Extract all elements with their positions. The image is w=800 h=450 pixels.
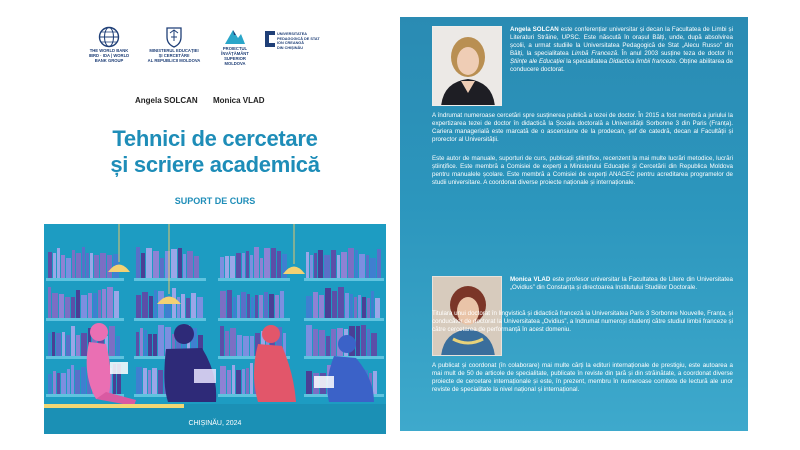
book-spine: [246, 251, 249, 278]
book-spine: [230, 328, 236, 356]
book-spine: [233, 297, 236, 318]
book-spine: [144, 330, 147, 356]
shelf-board: [218, 278, 290, 281]
book-spine: [187, 251, 193, 278]
book-spine: [94, 255, 99, 278]
book-spine: [102, 289, 106, 318]
book-spine: [66, 258, 71, 278]
book-spine: [141, 253, 145, 278]
book-spine: [259, 295, 263, 318]
bio-angela-name: Angela SOLCAN: [510, 26, 559, 33]
world-bank-logo: [88, 26, 130, 74]
book-spine: [247, 294, 250, 318]
book-spine: [324, 255, 330, 278]
book-spine: [306, 252, 309, 278]
book-spine: [325, 288, 331, 318]
upsc-logo: [264, 26, 326, 74]
book-subtitle: SUPORT DE CURS: [174, 196, 256, 206]
book-spine: [152, 368, 157, 394]
book-spine: [76, 335, 80, 356]
book-spine: [319, 330, 325, 356]
book-spine: [90, 253, 93, 278]
book-spine: [71, 326, 75, 356]
author-names: [40, 96, 390, 110]
coat-of-arms-icon: [164, 26, 184, 48]
bio-monica-publications: A publicat și coordonat (în colaborare) mai multe cărți la edituri internaționale de prestigiu, este autoarea a mai mult de 50 de articole de specialitate, publicate în reviste din țară și din străinătate, a coordonat diverse proiecte de cercetare internaționale și este, în prezent, membru în numeroase comitete de lectură ale unor reviste de specialitate la nivel național și internațional.: [432, 362, 733, 394]
book-spine: [242, 253, 245, 278]
portrait-icon: [433, 27, 502, 106]
library-illustration: [44, 224, 386, 434]
book-spine: [143, 368, 147, 394]
book-spine: [71, 297, 75, 318]
book-spine: [178, 248, 182, 278]
book-spine: [76, 253, 81, 278]
author-photo-angela-solcan: [432, 26, 502, 106]
book-spine: [237, 295, 240, 318]
book-spine: [326, 336, 330, 356]
book-spine: [107, 287, 113, 318]
book-spine: [367, 298, 370, 318]
upsc-emblem-icon: [264, 30, 276, 48]
book-spine: [67, 369, 70, 394]
book-spine: [149, 296, 153, 318]
shelf-board: [46, 318, 124, 321]
book-spine: [183, 254, 186, 278]
book-spine: [88, 293, 92, 318]
book-spine: [142, 292, 148, 318]
book-spine: [86, 253, 89, 278]
book-spine: [107, 255, 112, 278]
book-spine: [318, 250, 323, 278]
book-spine: [191, 293, 196, 318]
book-spine: [260, 258, 263, 278]
book-spine: [48, 287, 51, 318]
book-spine: [52, 293, 58, 318]
bio-angela-career: A îndrumat numeroase cercetări spre susținerea publică a tezei de doctor. În 2015 a fost membră a juriului la expertizarea tezei de doctor în didactică la Școala doctorală a Universității Sorbonne 3 din Paris (Franța). Cariera managerială este marcată de o ascensiune de la prodecan, șef de catedră, decan al Facultății și prorector al Universității.: [432, 112, 733, 144]
book-spine: [186, 298, 190, 318]
logo-row: [40, 26, 390, 74]
globe-icon: [98, 26, 120, 48]
shelf-board: [46, 278, 124, 281]
book-spine: [250, 336, 254, 356]
book-spine: [62, 332, 65, 356]
book-spine: [100, 253, 106, 278]
book-spine: [98, 290, 101, 318]
book-spine: [313, 292, 318, 318]
ise-logo: [218, 26, 252, 74]
book-spine: [246, 368, 249, 394]
book-spine: [377, 249, 381, 278]
book-spine: [81, 295, 87, 318]
book-spine: [225, 331, 229, 356]
book-spine: [114, 291, 119, 318]
ministry-caption: MINISTERUL EDUCAȚIEI ȘI CERCETĂRII AL REPUBLICII MOLDOVA: [147, 48, 201, 63]
book-spine: [243, 336, 249, 356]
shelf-board: [134, 278, 206, 281]
author-2: Monica VLAD: [213, 96, 265, 105]
book-spine: [109, 326, 115, 356]
book-spine: [370, 258, 376, 278]
book-spine: [250, 255, 253, 278]
book-spine: [181, 294, 185, 318]
bio-angela-publications: Este autor de manuale, suporturi de curs, publicații științifice, recenzent la mai multe lucrări metodice, lucrări științifice. Este membră a Comisiei de experți a Ministerului Educației și Cercetării din Republica Moldova pentru manualele școlare. Este membră a Comisiei de experți ANACEC pentru acreditarea programelor de studii universitare. A coordonat diverse proiecte naționale și internaționale.: [432, 155, 733, 187]
book-spine: [93, 293, 97, 318]
book-spine: [337, 255, 340, 278]
book-spine: [81, 367, 86, 394]
book-spine: [341, 252, 347, 278]
book-spine: [319, 295, 324, 318]
book-spine: [48, 252, 52, 278]
book-spine: [277, 251, 281, 278]
book-spine: [61, 255, 65, 278]
book-spine: [361, 325, 366, 356]
floor-rug: [44, 404, 184, 408]
book-spine: [227, 290, 232, 318]
book-spine: [275, 295, 279, 318]
bio-monica-name: Monica VLAD: [510, 276, 551, 283]
book-spine: [220, 257, 224, 278]
book-spine: [82, 247, 85, 278]
book-spine: [160, 258, 164, 278]
book-spine: [154, 290, 157, 318]
book-spine: [331, 329, 336, 356]
book-spine: [371, 291, 374, 318]
shelf-board: [218, 318, 290, 321]
bio-monica-intro: Monica VLAD este profesor universitar la Facultatea de Litere din Universitatea „Ovidius” din Constanța și directoarea Institutului Studiilor Doctorale.: [510, 276, 733, 292]
book-spine: [314, 253, 317, 278]
book-spine: [362, 297, 366, 318]
book-title: [40, 126, 390, 178]
book-spine: [242, 369, 245, 394]
book-spine: [177, 297, 180, 318]
shelf-board: [134, 318, 206, 321]
book-spine: [52, 332, 55, 356]
book-spine: [269, 294, 274, 318]
book-spine: [306, 371, 312, 394]
book-spine: [116, 336, 120, 356]
book-spine: [375, 298, 380, 318]
book-spine: [237, 335, 242, 356]
book-spine: [232, 365, 235, 394]
book-spine: [251, 297, 254, 318]
book-spine: [264, 292, 268, 318]
ministry-logo: [144, 26, 204, 74]
book-spine: [250, 363, 253, 394]
book-spine: [65, 297, 70, 318]
book-spine: [241, 292, 246, 318]
library-scene: [44, 224, 386, 434]
ise-caption: PROIECTUL ÎNVĂȚĂMÂNT SUPERIOR MOLDOVA: [221, 46, 249, 66]
book-spine: [140, 328, 143, 356]
bio-angela-intro: Angela SOLCAN este conferențiar universitar și decan la Facultatea de Limbi și Literaturi Străine, UPSC. Este născută în orașul Bălți, unde, după absolvirea școlii, a urmat studiile la Universitatea Pedagogică de Stat „Alecu Russo” din Bălți, la specialitatea Limbă Franceză. În anul 2003 susține teza de doctor în Științe ale Educației la specialitatea Didactica limbii franceze. Obține abilitarea de conducere doctorat.: [510, 26, 733, 74]
book-spine: [171, 249, 177, 278]
book-spine: [61, 373, 66, 394]
publication-place-year: CHIȘINĂU, 2024: [188, 420, 242, 427]
book-spine: [56, 333, 61, 356]
book-spine: [331, 250, 336, 278]
shelf-board: [304, 318, 384, 321]
book-spine: [359, 254, 365, 278]
book-spine: [197, 297, 203, 318]
book-spine: [53, 253, 56, 278]
author-1: Angela SOLCAN: [135, 96, 198, 105]
book-spine: [220, 326, 224, 356]
book-spine: [313, 329, 318, 356]
book-spine: [136, 367, 142, 394]
book-spine: [367, 329, 370, 356]
book-spine: [227, 370, 231, 394]
shelf-board: [46, 356, 124, 359]
book-spine: [354, 297, 357, 318]
back-cover: [400, 17, 748, 431]
book-spine: [57, 248, 60, 278]
book-spine: [153, 251, 159, 278]
book-spine: [236, 370, 241, 394]
book-spine: [158, 370, 163, 394]
world-bank-caption: THE WORLD BANK IBRD · IDA | WORLD BANK GROUP: [88, 48, 130, 63]
book-spine: [148, 334, 152, 356]
book-spine: [194, 256, 199, 278]
book-spine: [71, 365, 74, 394]
coral-reader-figure: [254, 325, 296, 402]
upsc-caption: UNIVERSITATEA PEDAGOGICĂ DE STAT ION CREANGĂ DIN CHIȘINĂU: [277, 32, 320, 50]
book-spine: [373, 371, 377, 394]
book-spine: [136, 332, 139, 356]
book-spine: [271, 248, 276, 278]
book-spine: [153, 334, 157, 356]
book-spine: [148, 370, 151, 394]
book-spine: [332, 291, 337, 318]
book-spine: [76, 290, 80, 318]
book-spine: [48, 333, 51, 356]
book-spine: [356, 326, 360, 356]
book-spine: [81, 333, 87, 356]
book-spine: [158, 291, 164, 318]
book-spine: [306, 296, 312, 318]
book-spine: [48, 374, 52, 394]
book-spine: [53, 371, 56, 394]
book-spine: [306, 325, 312, 356]
book-spine: [225, 256, 229, 278]
book-spine: [220, 366, 226, 394]
book-spine: [366, 255, 369, 278]
book-spine: [158, 325, 164, 356]
book-spine: [146, 248, 152, 278]
book-spine: [220, 291, 226, 318]
book-spine: [350, 294, 353, 318]
book-spine: [264, 248, 270, 278]
book-spine: [230, 256, 235, 278]
shelf-board: [304, 278, 384, 281]
book-spine: [136, 247, 140, 278]
book-spine: [280, 291, 284, 318]
book-spine: [348, 248, 354, 278]
title-line-2: și scriere academică: [110, 152, 320, 177]
book-spine: [72, 250, 75, 278]
book-spine: [255, 295, 258, 318]
mountain-icon: [224, 26, 246, 46]
book-spine: [345, 293, 349, 318]
book-spine: [338, 287, 344, 318]
front-cover: [40, 14, 390, 434]
book-spine: [59, 294, 64, 318]
book-spine: [136, 295, 141, 318]
book-spine: [371, 333, 377, 356]
title-line-1: Tehnici de cercetare: [112, 126, 318, 151]
book-spine: [236, 253, 241, 278]
book-spine: [355, 250, 358, 278]
book-spine: [358, 295, 361, 318]
book-spine: [282, 254, 287, 278]
bio-monica-doctorate: Titulara unui doctorat în lingvistică și didactică franceză la Universitatea Paris 3 Sorbonne Nouvelle, Franța, și conducător de doctorat la Universitatea „Ovidius”, a îndrumat numeroși studenți către studiul limbii franceze și către cercetarea de performanță în acest domeniu.: [432, 310, 733, 334]
book-spine: [66, 335, 70, 356]
book-spine: [57, 373, 60, 394]
book-spine: [75, 370, 80, 394]
book-spine: [254, 247, 259, 278]
book-spine: [310, 255, 313, 278]
